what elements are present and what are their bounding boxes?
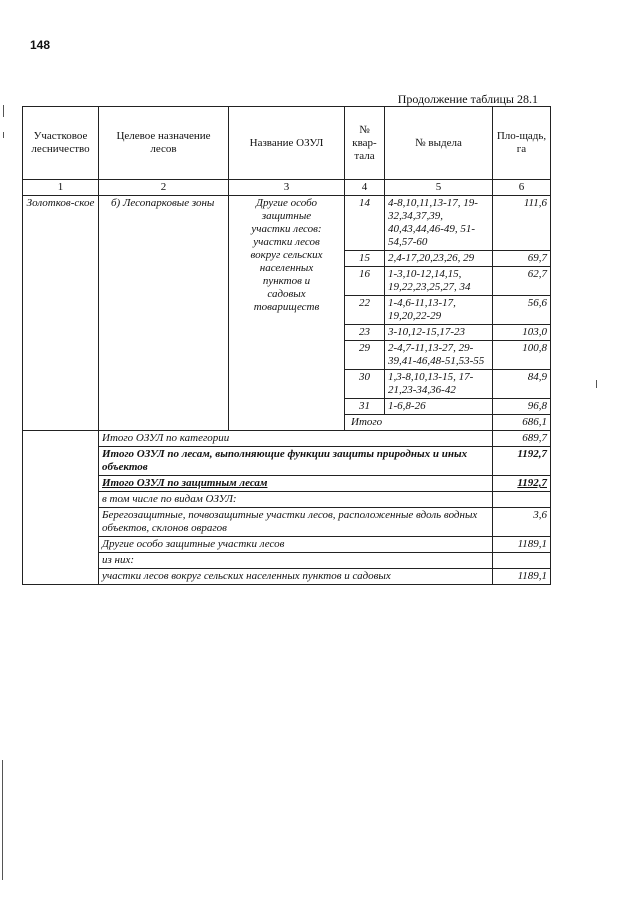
table-continuation-caption: Продолжение таблицы 28.1 bbox=[397, 92, 538, 106]
area-cell: 84,9 bbox=[493, 370, 551, 399]
table-row bbox=[23, 196, 551, 251]
sections-cell: 1-4,6-11,13-17, 19,20,22-29 bbox=[385, 296, 493, 325]
scan-edge-mark bbox=[2, 760, 3, 880]
summary-value: 1192,7 bbox=[493, 447, 551, 476]
summary-label: Другие особо защитные участки лесов bbox=[99, 537, 493, 553]
area-cell: 62,7 bbox=[493, 267, 551, 296]
sections-cell: 1,3-8,10,13-15, 17-21,23-34,36-42 bbox=[385, 370, 493, 399]
scan-edge-mark bbox=[596, 380, 597, 388]
header-forestry: Участковое лесничество bbox=[23, 107, 99, 180]
ozul-table bbox=[22, 106, 551, 585]
summary-row bbox=[23, 537, 551, 553]
area-cell: 96,8 bbox=[493, 399, 551, 415]
sections-cell: 1-3,10-12,14,15, 19,22,23,25,27, 34 bbox=[385, 267, 493, 296]
summary-value: 3,6 bbox=[493, 508, 551, 537]
quarter-cell: 31 bbox=[345, 399, 385, 415]
summary-label: Берегозащитные, почвозащитные участки лесов, расположенные вдоль водных объектов, склонов оврагов bbox=[99, 508, 493, 537]
sections-cell: 4-8,10,11,13-17, 19-32,34,37,39, 40,43,44,46-49, 51-54,57-60 bbox=[385, 196, 493, 251]
header-row bbox=[23, 107, 551, 180]
summary-value bbox=[493, 492, 551, 508]
column-number-row bbox=[23, 180, 551, 196]
area-cell: 100,8 bbox=[493, 341, 551, 370]
summary-value: 1189,1 bbox=[493, 537, 551, 553]
column-number: 5 bbox=[385, 180, 493, 196]
purpose-cell: б) Лесопарковые зоны bbox=[99, 196, 229, 431]
summary-row bbox=[23, 508, 551, 537]
column-number: 2 bbox=[99, 180, 229, 196]
sections-cell: 2-4,7-11,13-27, 29-39,41-46,48-51,53-55 bbox=[385, 341, 493, 370]
quarter-cell: 14 bbox=[345, 196, 385, 251]
summary-label: в том числе по видам ОЗУЛ: bbox=[99, 492, 493, 508]
scan-edge-mark bbox=[3, 132, 4, 138]
quarter-cell: 23 bbox=[345, 325, 385, 341]
summary-value: 1189,1 bbox=[493, 569, 551, 585]
quarter-cell: 15 bbox=[345, 251, 385, 267]
summary-row bbox=[23, 569, 551, 585]
area-cell: 69,7 bbox=[493, 251, 551, 267]
sections-cell: 1-6,8-26 bbox=[385, 399, 493, 415]
sections-cell: 2,4-17,20,23,26, 29 bbox=[385, 251, 493, 267]
column-number: 3 bbox=[229, 180, 345, 196]
area-cell: 111,6 bbox=[493, 196, 551, 251]
column-number: 6 bbox=[493, 180, 551, 196]
summary-label: Итого ОЗУЛ по лесам, выполняющие функции защиты природных и иных объектов bbox=[99, 447, 493, 476]
header-section: № выдела bbox=[385, 107, 493, 180]
quarter-cell: 29 bbox=[345, 341, 385, 370]
summary-row bbox=[23, 492, 551, 508]
summary-row bbox=[23, 431, 551, 447]
forestry-cell: Золотков-ское bbox=[23, 196, 99, 431]
summary-value bbox=[493, 553, 551, 569]
summary-value: 689,7 bbox=[493, 431, 551, 447]
scan-edge-mark bbox=[3, 105, 4, 117]
header-purpose: Целевое назначение лесов bbox=[99, 107, 229, 180]
subtotal-label: Итого bbox=[345, 415, 493, 431]
header-ozul-name: Название ОЗУЛ bbox=[229, 107, 345, 180]
area-cell: 56,6 bbox=[493, 296, 551, 325]
quarter-cell: 22 bbox=[345, 296, 385, 325]
summary-row bbox=[23, 553, 551, 569]
page-number: 148 bbox=[30, 38, 51, 52]
quarter-cell: 16 bbox=[345, 267, 385, 296]
summary-label: из них: bbox=[99, 553, 493, 569]
ozul-name-cell: Другие особо защитные участки лесов: участки лесов вокруг сельских населенных пунктов и садовых товариществ bbox=[229, 196, 345, 431]
area-cell: 103,0 bbox=[493, 325, 551, 341]
sections-cell: 3-10,12-15,17-23 bbox=[385, 325, 493, 341]
summary-label: Итого ОЗУЛ по защитным лесам bbox=[99, 476, 493, 492]
column-number: 4 bbox=[345, 180, 385, 196]
summary-row bbox=[23, 476, 551, 492]
summary-label: участки лесов вокруг сельских населенных пунктов и садовых bbox=[99, 569, 493, 585]
summary-label: Итого ОЗУЛ по категории bbox=[99, 431, 493, 447]
quarter-cell: 30 bbox=[345, 370, 385, 399]
summary-value: 1192,7 bbox=[493, 476, 551, 492]
column-number: 1 bbox=[23, 180, 99, 196]
header-quarter: № квар-тала bbox=[345, 107, 385, 180]
summary-row bbox=[23, 447, 551, 476]
subtotal-value: 686,1 bbox=[493, 415, 551, 431]
header-area: Пло-щадь, га bbox=[493, 107, 551, 180]
